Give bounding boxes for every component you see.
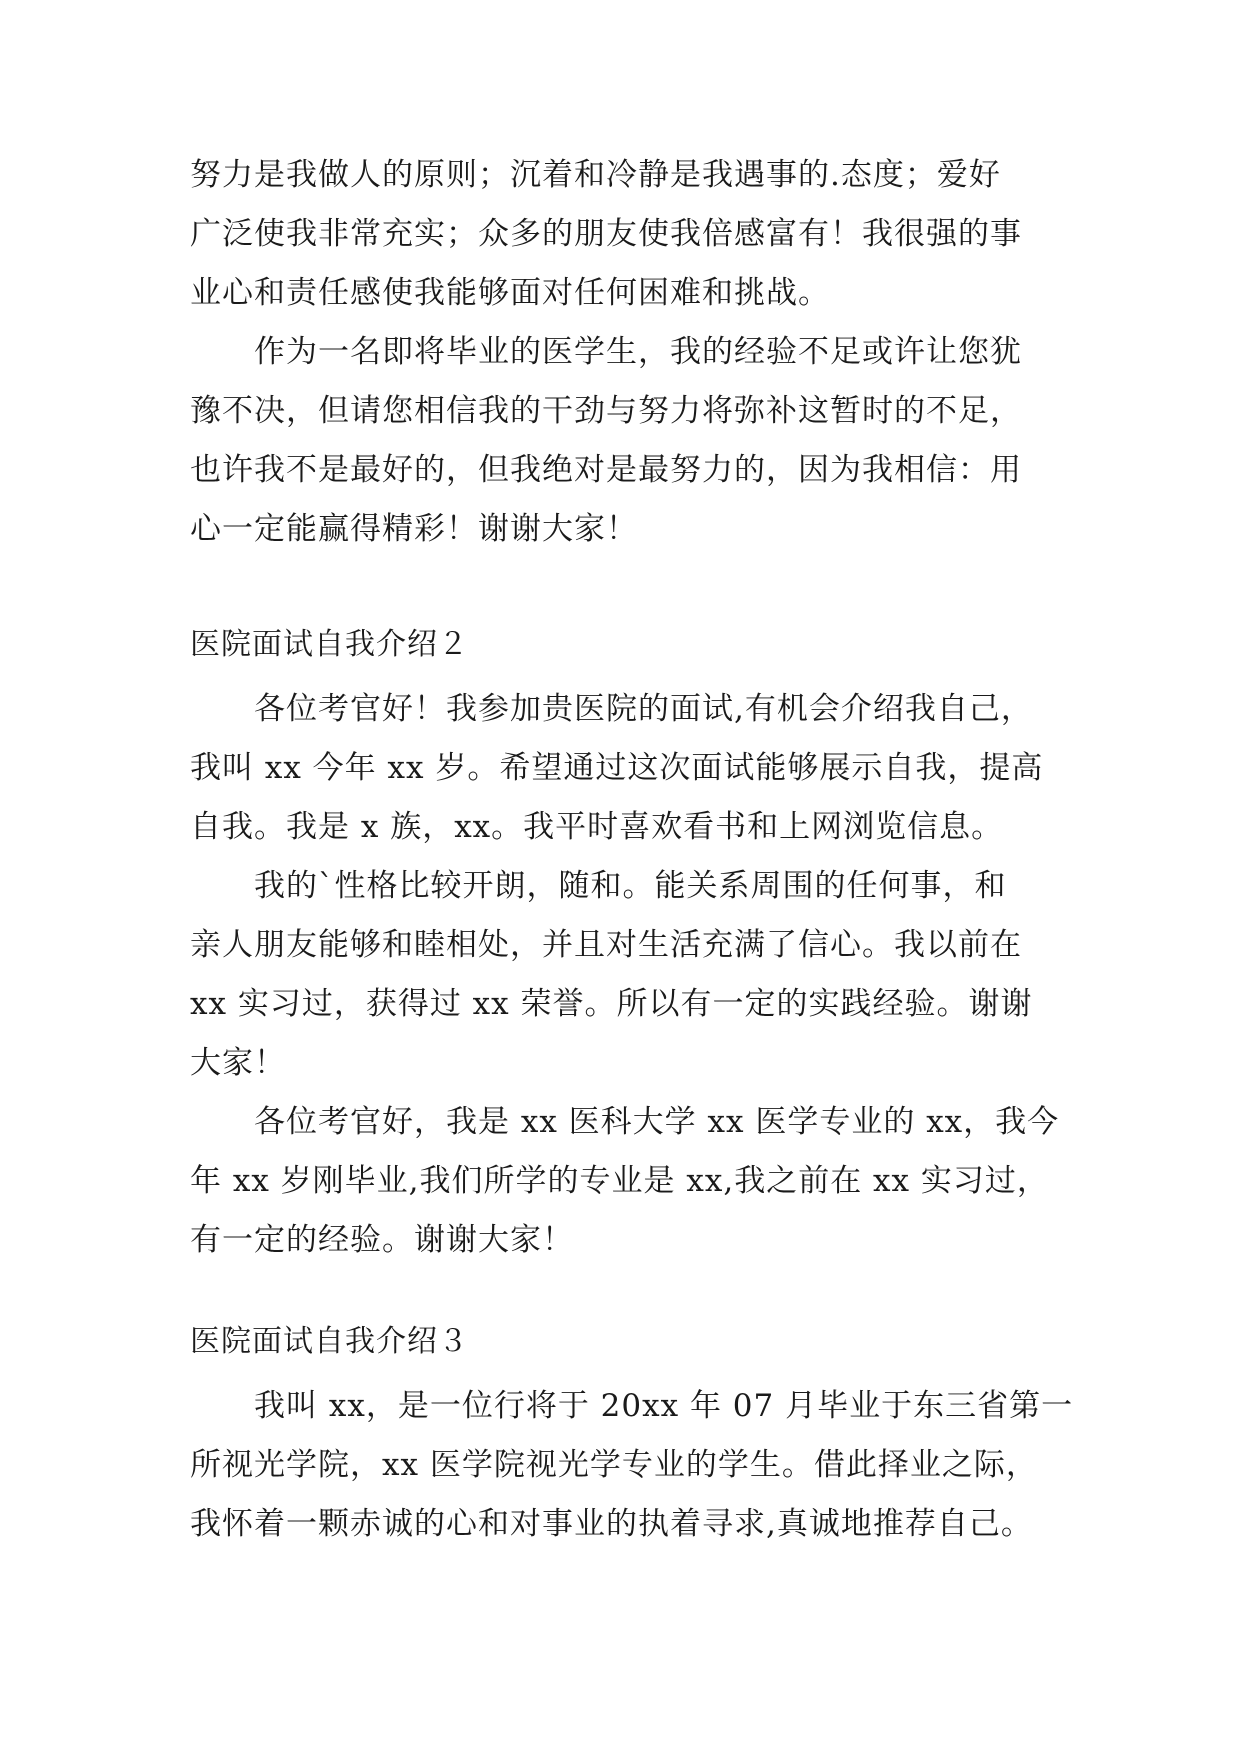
section-3-body	[190, 1377, 1074, 1554]
text-line: 作为一名即将毕业的医学生，我的经验不足或许让您犹	[190, 334, 1022, 370]
text-line: 也许我不是最好的，但我绝对是最努力的，因为我相信：用	[190, 452, 1022, 488]
text-line: 亲人朋友能够和睦相处，并且对生活充满了信心。我以前在	[190, 927, 1022, 963]
text-line: 各位考官好！我参加贵医院的面试,有机会介绍我自己，	[190, 691, 1033, 727]
text-line: 所视光学院，xx 医学院视光学专业的学生。借此择业之际，	[190, 1447, 1038, 1483]
paragraph	[190, 857, 1050, 1093]
paragraph	[190, 1377, 1074, 1554]
text-line: 大家！	[190, 1045, 286, 1081]
paragraph	[190, 1093, 1060, 1270]
text-line: 我怀着一颗赤诚的心和对事业的执着寻求,真诚地推荐自己。	[190, 1506, 1033, 1542]
paragraph	[190, 146, 1050, 323]
text-line: 心一定能赢得精彩！谢谢大家！	[190, 511, 638, 547]
text-line: 广泛使我非常充实；众多的朋友使我倍感富有！我很强的事	[190, 216, 1022, 252]
text-line: 各位考官好，我是 xx 医科大学 xx 医学专业的 xx，我今	[190, 1104, 1060, 1140]
text-line: 自我。我是 x 族，xx。我平时喜欢看书和上网浏览信息。	[190, 809, 1004, 845]
text-line: 年 xx 岁刚毕业,我们所学的专业是 xx,我之前在 xx 实习过，	[190, 1163, 1049, 1199]
section-2-body	[190, 680, 1060, 1270]
paragraph	[190, 323, 1050, 559]
text-line: 业心和责任感使我能够面对任何困难和挑战。	[190, 275, 830, 311]
section-1-body	[190, 146, 1050, 559]
text-line: 我叫 xx 今年 xx 岁。希望通过这次面试能够展示自我，提高	[190, 750, 1044, 786]
text-line: 我叫 xx，是一位行将于 20xx 年 07 月毕业于东三省第一	[190, 1388, 1074, 1424]
text-line: xx 实习过，获得过 xx 荣誉。所以有一定的实践经验。谢谢	[190, 986, 1033, 1022]
paragraph	[190, 680, 1050, 857]
text-line: 豫不决，但请您相信我的干劲与努力将弥补这暂时的不足，	[190, 393, 1022, 429]
text-line: 我的`性格比较开朗，随和。能关系周围的任何事，和	[190, 868, 1007, 904]
text-line: 有一定的经验。谢谢大家！	[190, 1222, 574, 1258]
section-heading: 医院面试自我介绍２	[190, 627, 469, 662]
text-line: 努力是我做人的原则；沉着和冷静是我遇事的.态度；爱好	[190, 157, 1001, 193]
section-heading: 医院面试自我介绍３	[190, 1324, 469, 1359]
